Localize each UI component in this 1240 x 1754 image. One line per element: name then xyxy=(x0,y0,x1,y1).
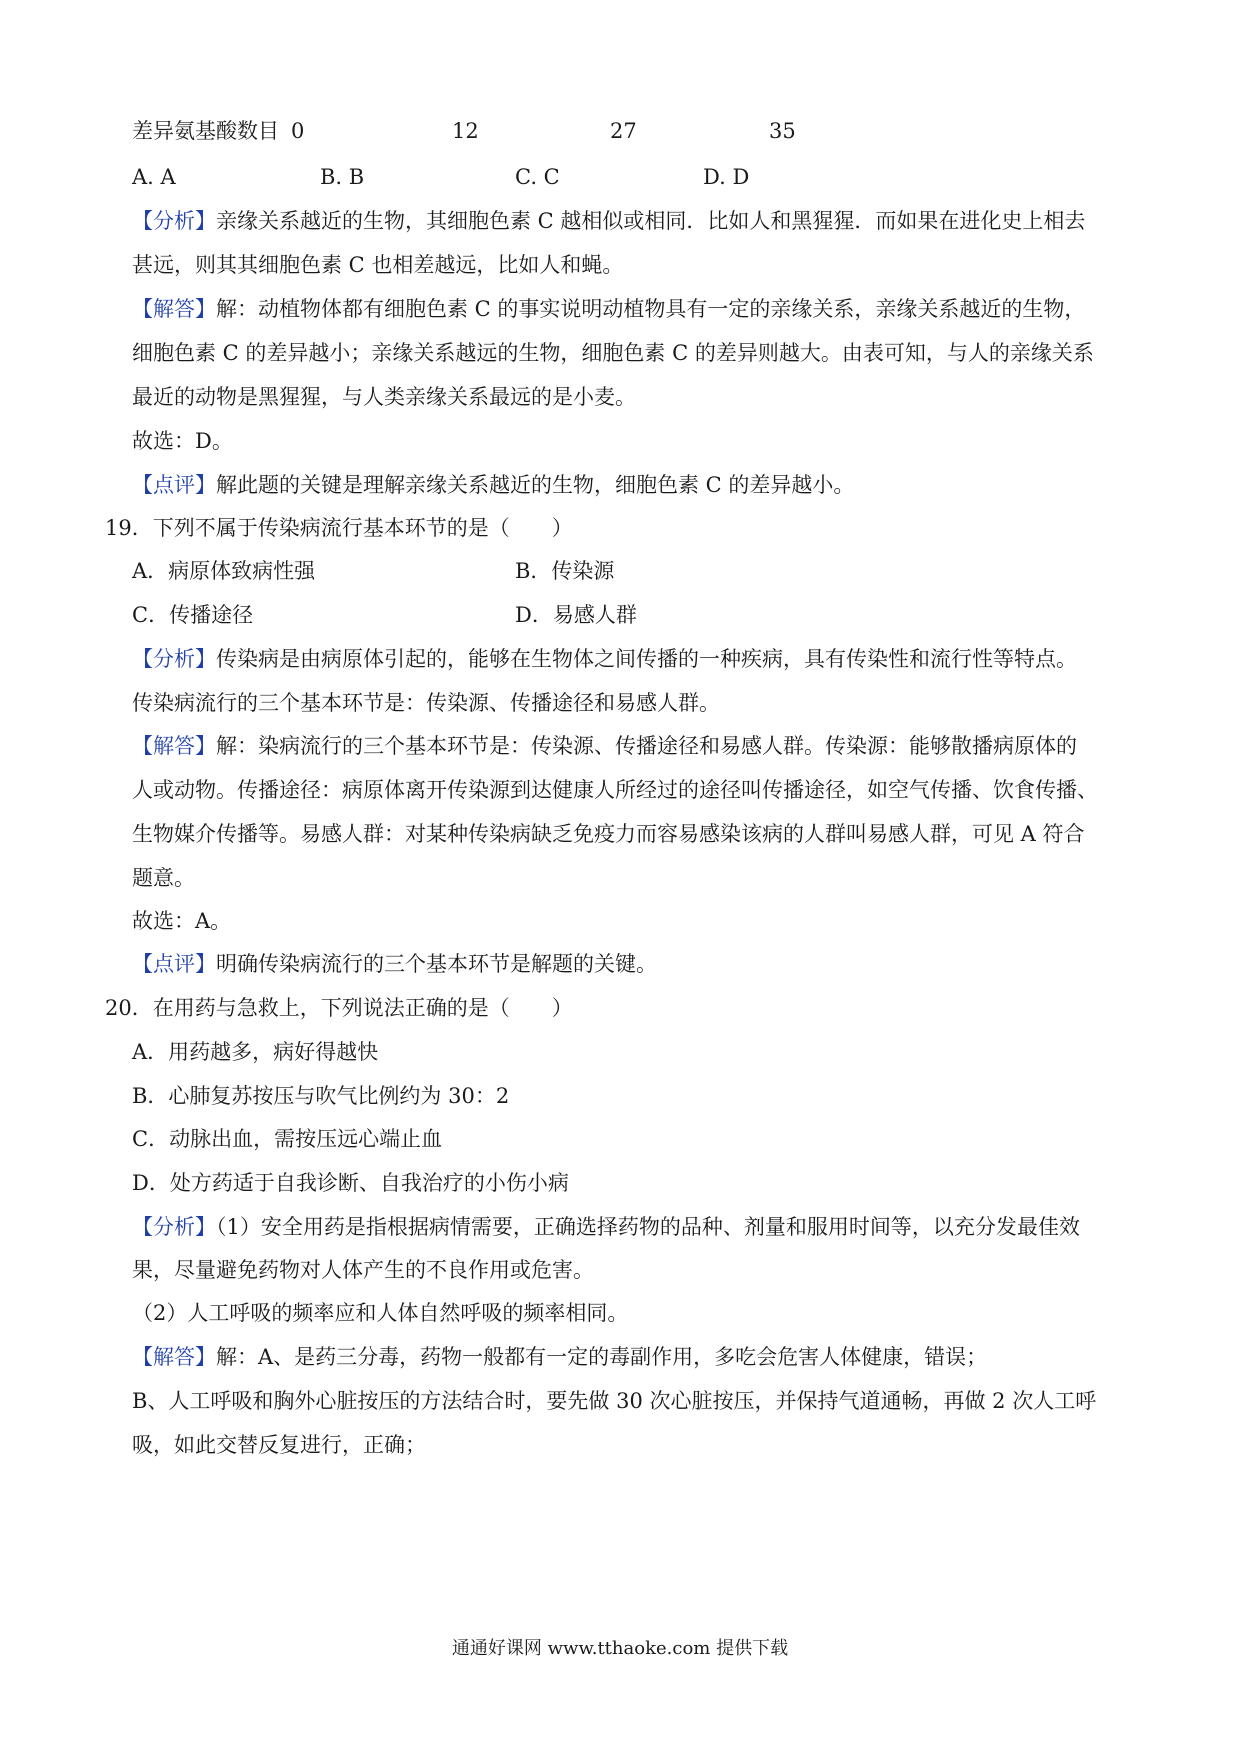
answer-text: 解：A、是药三分毒，药物一般都有一定的毒副作用，多吃会危害人体健康，错误； xyxy=(216,1345,988,1369)
analysis-line: 传染病流行的三个基本环节是：传染源、传播途径和易感人群。 xyxy=(132,691,720,715)
answer-line: 最近的动物是黑猩猩，与人类亲缘关系最远的是小麦。 xyxy=(132,385,636,409)
analysis-text: 亲缘关系越近的生物，其细胞色素 C 越相似或相同．比如人和黑猩猩．而如果在进化史上相去 xyxy=(216,209,1086,233)
analysis-text: 传染病是由病原体引起的，能够在生物体之间传播的一种疾病，具有传染性和流行性等特点。 xyxy=(216,647,1077,671)
option-b: B．传染源 xyxy=(515,559,615,583)
option-b: B．心肺复苏按压与吹气比例约为 30：2 xyxy=(132,1084,510,1108)
comment-tag: 【点评】 xyxy=(132,952,216,976)
answer-line: 人或动物。传播途径：病原体离开传染源到达健康人所经过的途径叫传播途径，如空气传播、饮食传播、 xyxy=(132,778,1098,802)
option-a: A. A xyxy=(132,165,176,189)
analysis-line: 甚远，则其其细胞色素 C 也相差越远，比如人和蝇。 xyxy=(132,253,624,277)
answer-tag: 【解答】 xyxy=(132,297,216,321)
answer-line xyxy=(132,732,1077,760)
answer-line xyxy=(132,295,1085,323)
answer-line: 题意。 xyxy=(132,866,195,890)
table-cell: 12 xyxy=(452,119,479,143)
table-row-label: 差异氨基酸数目 xyxy=(132,119,279,143)
comment-tag: 【点评】 xyxy=(132,473,216,497)
analysis-text: （1）安全用药是指根据病情需要，正确选择药物的品种、剂量和服用时间等，以充分发最佳效 xyxy=(216,1215,1080,1239)
comment-line xyxy=(132,471,854,499)
option-c: C．动脉出血，需按压远心端止血 xyxy=(132,1127,443,1151)
question-20: 20．在用药与急救上，下列说法正确的是（ ） xyxy=(105,996,573,1020)
answer-line xyxy=(132,1343,987,1371)
analysis-line xyxy=(132,1213,1080,1241)
analysis-tag: 【分析】 xyxy=(132,1215,216,1239)
option-d: D．易感人群 xyxy=(515,603,637,627)
comment-text: 解此题的关键是理解亲缘关系越近的生物，细胞色素 C 的差异越小。 xyxy=(216,473,855,497)
analysis-line: 果，尽量避免药物对人体产生的不良作用或危害。 xyxy=(132,1258,594,1282)
table-cell: 35 xyxy=(769,119,796,143)
answer-line: B、人工呼吸和胸外心脏按压的方法结合时，要先做 30 次心脏按压，并保持气道通畅，再做 2 次人工呼 xyxy=(132,1389,1097,1413)
answer-line: 生物媒介传播等。易感人群：对某种传染病缺乏免疫力而容易感染该病的人群叫易感人群，可见 A 符合 xyxy=(132,822,1085,846)
option-d: D．处方药适于自我诊断、自我治疗的小伤小病 xyxy=(132,1171,569,1195)
comment-line xyxy=(132,950,657,978)
answer-line: 细胞色素 C 的差异越小；亲缘关系越远的生物，细胞色素 C 的差异则越大。由表可知，与人的亲缘关系 xyxy=(132,341,1094,365)
analysis-line: （2）人工呼吸的频率应和人体自然呼吸的频率相同。 xyxy=(132,1301,629,1325)
option-a: A．病原体致病性强 xyxy=(132,559,316,583)
answer-tag: 【解答】 xyxy=(132,1345,216,1369)
choice-line: 故选：D。 xyxy=(132,429,233,453)
page-footer: 通通好课网 www.tthaoke.com 提供下载 xyxy=(451,1638,789,1659)
answer-tag: 【解答】 xyxy=(132,734,216,758)
comment-text: 明确传染病流行的三个基本环节是解题的关键。 xyxy=(216,952,657,976)
option-a: A．用药越多，病好得越快 xyxy=(132,1040,379,1064)
answer-text: 解：动植物体都有细胞色素 C 的事实说明动植物具有一定的亲缘关系，亲缘关系越近的生物， xyxy=(216,297,1086,321)
table-cell: 0 xyxy=(291,119,305,143)
choice-line: 故选：A。 xyxy=(132,909,232,933)
analysis-line xyxy=(132,645,1077,673)
option-b: B. B xyxy=(320,165,365,189)
question-19: 19．下列不属于传染病流行基本环节的是（ ） xyxy=(105,516,573,540)
option-c: C. C xyxy=(515,165,560,189)
analysis-tag: 【分析】 xyxy=(132,209,216,233)
option-d: D. D xyxy=(703,165,750,189)
option-c: C．传播途径 xyxy=(132,603,254,627)
answer-text: 解：染病流行的三个基本环节是：传染源、传播途径和易感人群。传染源：能够散播病原体的 xyxy=(216,734,1077,758)
answer-line: 吸，如此交替反复进行，正确； xyxy=(132,1433,426,1457)
table-cell: 27 xyxy=(610,119,637,143)
analysis-line xyxy=(132,207,1085,235)
analysis-tag: 【分析】 xyxy=(132,647,216,671)
